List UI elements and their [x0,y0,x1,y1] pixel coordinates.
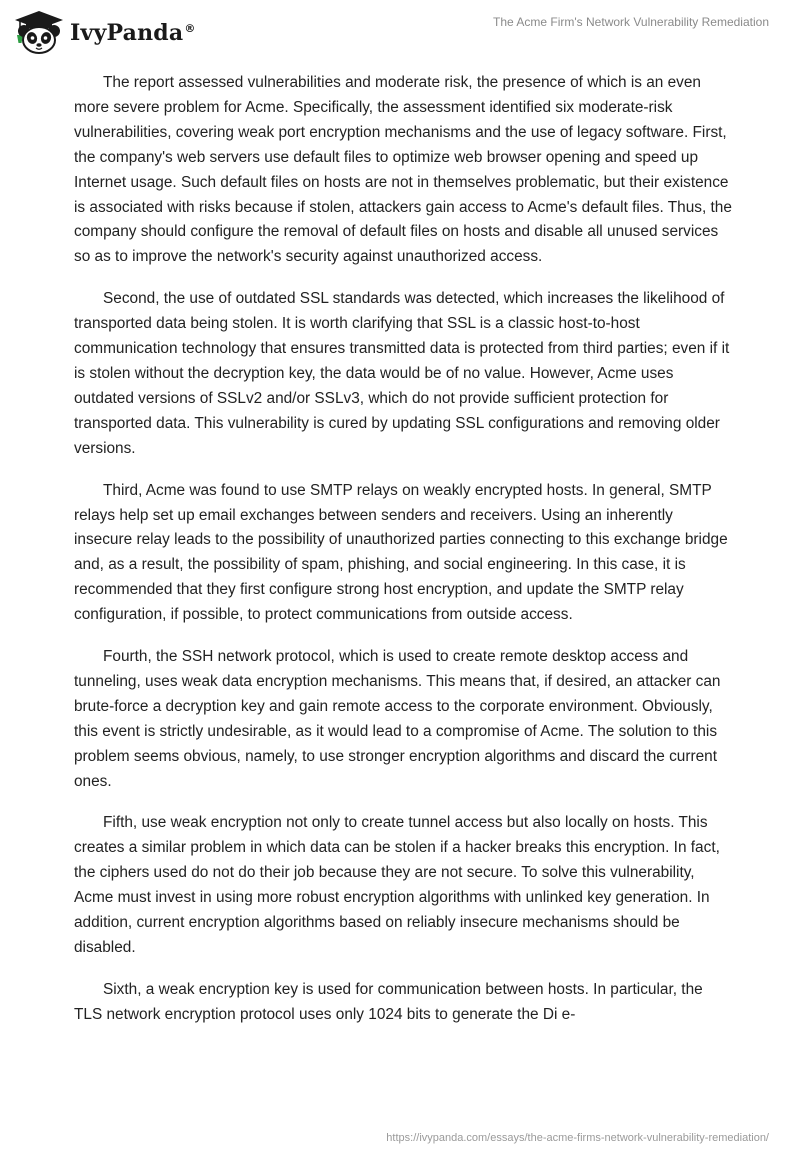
panda-graduation-cap-icon [12,9,66,55]
ivypanda-logo[interactable] [12,9,196,55]
paragraph-6: Sixth, a weak encryption key is used for communication between hosts. In particular, the TLS network encryption protocol uses only 1024 bits to generate the Di e- [74,980,703,1023]
paragraph-4: Fourth, the SSH network protocol, which is used to create remote desktop access and tunneling, uses weak data encryption mechanisms. This means that, if desired, an attacker can brute-force a decryption key and gain remote access to the corporate environment. Obviously, this event is strictly undesirable, as it would lead to a compromise of Acme. The solution to this problem seems obvious, namely, to use stronger encryption algorithms and discard the current ones. [74,648,721,790]
paragraph-5: Fifth, use weak encryption not only to create tunnel access but also locally on hosts. This creates a similar problem in which data can be stolen if a hacker breaks this encryption. In fact, the ciphers used do not do their job because they are not secure. To solve this vulnerability, Acme must invest in using more robust encryption algorithms with unlinked key generation. In addition, current encryption algorithms based on reliably insecure mechanisms should be disabled. [74,814,720,956]
paragraph-2: Second, the use of outdated SSL standards was detected, which increases the likelihood of transported data being stolen. It is worth clarifying that SSL is a classic host-to-host communication technology that ensures transmitted data is protected from third parties; even if it is stolen without the decryption key, the data would be of no value. However, Acme uses outdated versions of SSLv2 and/or SSLv3, which do not provide sufficient protection for transported data. This vulnerability is cured by updating SSL configurations and removing older versions. [74,290,730,457]
essay-body [74,71,734,1045]
source-url-link[interactable]: https://ivypanda.com/essays/the-acme-firms-network-vulnerability-remediation/ [386,1132,769,1144]
document-title: The Acme Firm's Network Vulnerability Remediation [493,15,769,29]
registered-mark: ® [184,21,196,35]
paragraph-3: Third, Acme was found to use SMTP relays on weakly encrypted hosts. In general, SMTP relays help set up email exchanges between senders and receivers. Using an inherently insecure relay leads to the possibility of unauthorized parties connecting to this exchange bridge and, as a result, the possibility of spam, phishing, and social engineering. In this case, it is recommended that they first configure strong host encryption, and update the SMTP relay configuration, if possible, to protect communications from outside access. [74,481,728,624]
brand-name: IvyPanda® [70,20,196,46]
page-header [0,0,800,64]
paragraph-1: The report assessed vulnerabilities and moderate risk, the presence of which is an even more severe problem for Acme. Specifically, the assessment identified six moderate-risk vulnerabilities, covering weak port encryption mechanisms and the use of legacy software. First, the company's web servers use default files to optimize web browser opening and speed up Internet usage. Such default files on hosts are not in themselves problematic, but their existence is associated with risks because if stolen, attackers gain access to Acme's default files. Thus, the company should configure the removal of default files on hosts and disable all unused services so as to improve the network's security against unauthorized access. [74,74,732,266]
